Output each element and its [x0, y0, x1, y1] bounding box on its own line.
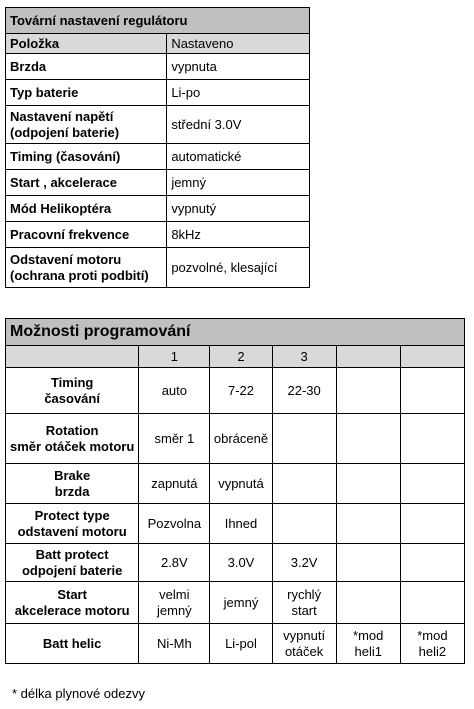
- text-line: obráceně: [213, 430, 269, 446]
- programming-cell: [400, 624, 464, 664]
- factory-table-title: Tovární nastavení regulátoru: [6, 8, 310, 34]
- text-line: jemný: [223, 594, 259, 610]
- factory-header-item: Položka: [6, 34, 167, 54]
- factory-row: [6, 80, 310, 106]
- factory-row: [6, 54, 310, 80]
- text-line: 7-22: [227, 382, 254, 398]
- text-line: Mód Helikoptéra: [10, 200, 112, 216]
- programming-cell: [210, 624, 272, 664]
- factory-settings-table: [5, 7, 310, 288]
- programming-cell: [336, 414, 400, 464]
- programming-cell: [272, 414, 336, 464]
- text-line: akcelerace motoru: [14, 602, 130, 618]
- text-line: Pracovní frekvence: [10, 226, 130, 242]
- factory-row: [6, 144, 310, 170]
- text-line: otáček: [284, 643, 324, 659]
- footnote: * délka plynové odezvy: [12, 686, 145, 701]
- factory-row-value: jemný: [167, 170, 310, 196]
- programming-cell: [272, 504, 336, 544]
- programming-header-col: 3: [272, 346, 336, 368]
- programming-row-label: [6, 624, 139, 664]
- programming-cell: [272, 368, 336, 414]
- factory-row: [6, 222, 310, 248]
- text-line: vypnutí: [283, 627, 326, 643]
- programming-cell: [336, 624, 400, 664]
- programming-cell: [400, 414, 464, 464]
- programming-cell: [210, 504, 272, 544]
- programming-header-col: 2: [210, 346, 272, 368]
- factory-row-value: automatické: [167, 144, 310, 170]
- programming-cell: [400, 544, 464, 582]
- text-line: Rotation: [45, 422, 99, 438]
- programming-row: [6, 368, 465, 414]
- text-line: Odstavení motoru: [10, 251, 122, 267]
- programming-cell: [210, 368, 272, 414]
- text-line: Brzda: [10, 58, 47, 74]
- factory-row-value: vypnutý: [167, 196, 310, 222]
- text-line: Protect type: [34, 507, 110, 523]
- factory-header-row: [6, 34, 310, 54]
- text-line: jemný: [157, 602, 192, 618]
- text-line: start: [291, 602, 317, 618]
- text-line: (ochrana proti podbití): [10, 267, 149, 283]
- factory-row: [6, 196, 310, 222]
- text-line: Ni-Mh: [157, 635, 192, 651]
- text-line: odpojení baterie: [21, 562, 123, 578]
- programming-cell: [210, 544, 272, 582]
- programming-table-title: Možnosti programování: [6, 319, 465, 346]
- factory-row: [6, 170, 310, 196]
- factory-row-value: střední 3.0V: [167, 106, 310, 144]
- text-line: Timing: [50, 374, 94, 390]
- text-line: směr 1: [154, 430, 195, 446]
- text-line: auto: [161, 382, 187, 398]
- factory-row-label: [6, 54, 167, 80]
- programming-options-table: [5, 318, 465, 664]
- programming-cell: [139, 464, 210, 504]
- programming-cell: [272, 582, 336, 624]
- text-line: směr otáček motoru: [10, 438, 135, 454]
- programming-cell: [400, 504, 464, 544]
- text-line: 3.0V: [227, 554, 255, 570]
- factory-row-value: 8kHz: [167, 222, 310, 248]
- programming-cell: [210, 464, 272, 504]
- programming-header-col: 1: [139, 346, 210, 368]
- text-line: Brake: [54, 467, 91, 483]
- programming-cell: [336, 582, 400, 624]
- text-line: 3.2V: [290, 554, 318, 570]
- factory-row-value: Li-po: [167, 80, 310, 106]
- text-line: Li-pol: [225, 635, 257, 651]
- factory-row-label: [6, 170, 167, 196]
- text-line: Pozvolna: [147, 515, 202, 531]
- programming-cell: [139, 544, 210, 582]
- factory-row-label: [6, 196, 167, 222]
- text-line: 2.8V: [160, 554, 188, 570]
- text-line: Start , akcelerace: [10, 174, 117, 190]
- programming-cell: [400, 464, 464, 504]
- text-line: Typ baterie: [10, 84, 79, 100]
- programming-cell: [139, 624, 210, 664]
- text-line: Ihned: [224, 515, 258, 531]
- programming-row: [6, 582, 465, 624]
- factory-row-value: pozvolné, klesající: [167, 248, 310, 288]
- text-line: Batt protect: [35, 546, 109, 562]
- text-line: zapnutá: [151, 475, 198, 491]
- text-line: (odpojení baterie): [10, 124, 120, 140]
- programming-cell: [336, 464, 400, 504]
- text-line: heli2: [418, 643, 447, 659]
- text-line: heli1: [354, 643, 382, 659]
- factory-row: [6, 106, 310, 144]
- factory-row-value: vypnuta: [167, 54, 310, 80]
- factory-row-label: [6, 80, 167, 106]
- factory-row: [6, 248, 310, 288]
- programming-row-label: [6, 414, 139, 464]
- programming-row-label: [6, 464, 139, 504]
- text-line: časování: [44, 390, 100, 406]
- programming-row-label: [6, 582, 139, 624]
- text-line: rychlý: [287, 586, 322, 602]
- programming-row: [6, 624, 465, 664]
- text-line: Timing (časování): [10, 148, 121, 164]
- factory-row-label: [6, 248, 167, 288]
- programming-cell: [400, 368, 464, 414]
- programming-row: [6, 544, 465, 582]
- programming-row-label: [6, 544, 139, 582]
- text-line: odstavení motoru: [17, 523, 127, 539]
- text-line: Nastavení napětí: [10, 108, 114, 124]
- text-line: *mod: [417, 627, 448, 643]
- text-line: Start: [57, 586, 87, 602]
- programming-cell: [336, 368, 400, 414]
- factory-row-label: [6, 222, 167, 248]
- programming-row: [6, 464, 465, 504]
- programming-header-blank: [6, 346, 139, 368]
- factory-header-value: Nastaveno: [167, 34, 310, 54]
- text-line: Batt helic: [42, 635, 102, 651]
- text-line: 22-30: [287, 382, 321, 398]
- programming-cell: [139, 504, 210, 544]
- programming-cell: [210, 414, 272, 464]
- programming-row: [6, 504, 465, 544]
- programming-cell: [336, 504, 400, 544]
- programming-cell: [210, 582, 272, 624]
- text-line: brzda: [54, 483, 90, 499]
- text-line: velmi: [159, 586, 190, 602]
- factory-row-label: [6, 144, 167, 170]
- factory-row-label: [6, 106, 167, 144]
- programming-header-col: [400, 346, 464, 368]
- text-line: *mod: [353, 627, 384, 643]
- programming-row-label: [6, 368, 139, 414]
- programming-cell: [139, 414, 210, 464]
- text-line: vypnutá: [218, 475, 264, 491]
- programming-row: [6, 414, 465, 464]
- programming-header-row: [6, 346, 465, 368]
- programming-cell: [336, 544, 400, 582]
- programming-cell: [139, 582, 210, 624]
- programming-cell: [272, 624, 336, 664]
- programming-header-col: [336, 346, 400, 368]
- programming-cell: [272, 464, 336, 504]
- programming-cell: [139, 368, 210, 414]
- programming-cell: [272, 544, 336, 582]
- programming-row-label: [6, 504, 139, 544]
- programming-cell: [400, 582, 464, 624]
